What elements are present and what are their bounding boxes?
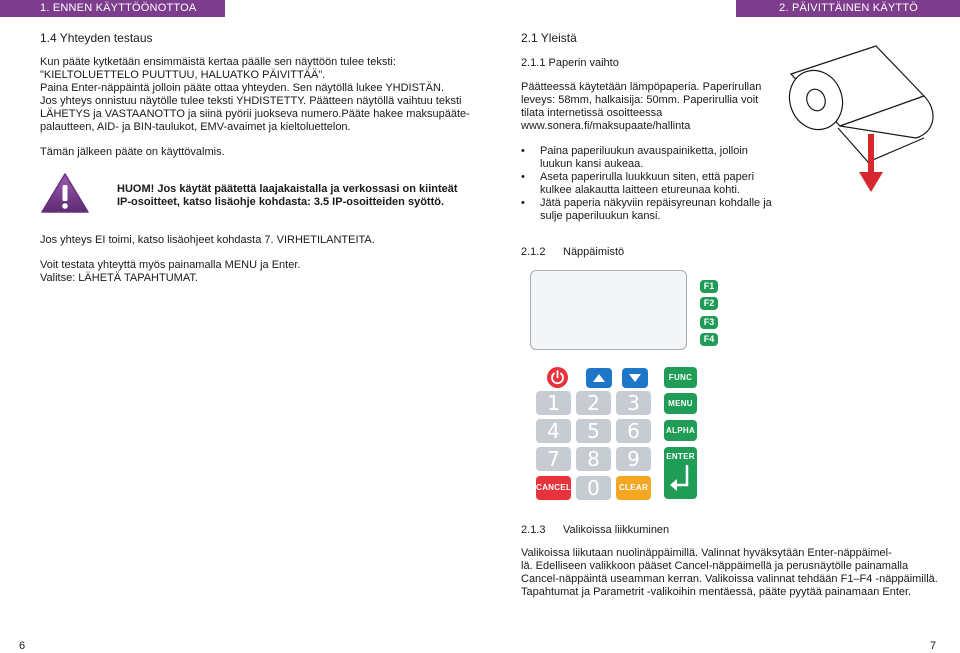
digit-5-key[interactable]: 5 [576,419,611,443]
left-header-title: 1. ENNEN KÄYTTÖÖNOTTOA [40,2,197,14]
paper-text [521,81,761,133]
enter-key-label: ENTER [666,452,695,461]
digit-8-key[interactable]: 8 [576,447,611,471]
menus-title: Valikoissa liikkuminen [563,524,670,536]
digit-4-key[interactable]: 4 [536,419,571,443]
warning-line: HUOM! Jos käytät päätettä laajakaistalla ja verkossasi on kiinteät [117,183,458,195]
cancel-key[interactable]: CANCEL [536,476,571,500]
func-key[interactable]: FUNC [664,367,697,388]
arrow-down-icon [622,368,648,388]
paper-title: 2.1.1 Paperin vaihto [521,57,619,69]
test-paragraph [40,259,300,285]
digit-7-key[interactable]: 7 [536,447,571,471]
test-line: Voit testata yhteyttä myös painamalla MENU ja Enter. [40,259,301,271]
digit-9-key[interactable]: 9 [616,447,651,471]
digit-0-key[interactable]: 0 [576,476,611,500]
list-item [521,171,772,197]
bullet-icon: • [521,197,525,209]
left-header-bar [0,0,225,17]
f2-key[interactable]: F2 [700,297,718,310]
right-header-title: 2. PÄIVITTÄINEN KÄYTTÖ [779,2,918,14]
menus-text [521,547,938,599]
left-section-title: 1.4 Yhteyden testaus [40,31,153,45]
power-icon [547,367,568,388]
menus-line: Cancel-näppäintä useamman kerran. Valikoissa valinnat tehdään F1–F4 -näppäimillä. [521,573,938,585]
ready-text: Tämän jälkeen pääte on käyttövalmis. [40,146,225,158]
paper-roll-illustration [756,34,946,194]
intro-line: Paina Enter-näppäintä jolloin pääte ottaa yhteyden. Sen näytöllä lukee YHDISTÄN. [40,82,444,94]
list-item-line: luukun kansi aukeaa. [540,158,644,170]
paper-steps [521,145,772,223]
right-page-number: 7 [930,640,937,652]
keypad-title: Näppäimistö [563,246,625,258]
arrow-up-icon [586,368,612,388]
digit-1-key[interactable]: 1 [536,391,571,415]
menus-number: 2.1.3 [521,524,546,536]
terminal-screen [530,270,687,350]
digit-6-key[interactable]: 6 [616,419,651,443]
list-item [521,197,772,223]
bullet-icon: • [521,145,525,157]
keypad-number: 2.1.2 [521,246,546,258]
paper-line: tilata internetissä osoitteessa [521,107,663,119]
bullet-icon: • [521,171,525,183]
list-item-line: sulje paperiluukun kansi. [540,210,661,222]
intro-line: Jos yhteys onnistuu näytölle tulee teksti YHDISTETTY. Päätteen näytöllä vaihtuu teksti [40,95,462,107]
enter-arrow-icon [664,461,697,495]
paper-line: Päätteessä käytetään lämpöpaperia. Paperirullan [521,81,762,93]
list-item-line: kulkee alakautta laitteen etureunaa kohti. [540,184,740,196]
paper-line: www.sonera.fi/maksupaate/hallinta [521,120,691,132]
intro-line: palautteen, AID- ja BIN-taulukot, EMV-avaimet ja kieltoluettelon. [40,121,351,133]
intro-line: Kun pääte kytketään ensimmäistä kertaa päälle sen näyttöön tulee teksti: [40,56,396,68]
list-item [521,145,772,171]
digit-2-key[interactable]: 2 [576,391,611,415]
alpha-key[interactable]: ALPHA [664,420,697,441]
menu-key[interactable]: MENU [664,393,697,414]
warning-icon [40,172,90,214]
clear-key[interactable]: CLEAR [616,476,651,500]
arrow-up-button[interactable] [586,368,612,388]
intro-paragraph [40,56,470,134]
list-item-line: Aseta paperirulla luukkuun siten, että paperi [540,171,755,183]
f4-key[interactable]: F4 [700,333,718,346]
menus-line: Valikoissa liikutaan nuolinäppäimillä. Valinnat hyväksytään Enter-näppäimel- [521,547,892,559]
warning-line: IP-osoitteet, katso lisäohje kohdasta: 3.5 IP-osoitteiden syöttö. [117,196,445,208]
right-header-bar [736,0,960,17]
right-section-title: 2.1 Yleistä [521,31,577,45]
digit-3-key[interactable]: 3 [616,391,651,415]
power-button[interactable] [547,367,568,388]
list-item-line: Jätä paperia näkyviin repäisyreunan kohdalle ja [540,197,772,209]
enter-key[interactable] [664,447,697,499]
paper-line: leveys: 58mm, halkaisija: 50mm. Paperirullia voit [521,94,759,106]
menus-line: lä. Edelliseen valikkoon pääset Cancel-näppäimellä ja perusnäytölle painamalla [521,560,909,572]
intro-line: LÄHETYS ja VASTAANOTTO ja siinä pyörii juokseva numero.Pääte hakee maksupääte- [40,108,470,120]
menus-line: Tapahtumat ja Parametrit -valikoihin mentäessä, pääte pyytää painamaan Enter. [521,586,912,598]
list-item-line: Paina paperiluukun avauspainiketta, jolloin [540,145,748,157]
intro-line: "KIELTOLUETTELO PUUTTUU, HALUATKO PÄIVITTÄÄ". [40,69,326,81]
warning-note [117,183,458,209]
test-line: Valitse: LÄHETÄ TAPAHTUMAT. [40,272,198,284]
keypad [531,359,711,504]
f1-key[interactable]: F1 [700,280,718,293]
left-page-number: 6 [19,640,26,652]
f3-key[interactable]: F3 [700,316,718,329]
arrow-down-button[interactable] [622,368,648,388]
fail-text: Jos yhteys EI toimi, katso lisäohjeet kohdasta 7. VIRHETILANTEITA. [40,234,375,246]
